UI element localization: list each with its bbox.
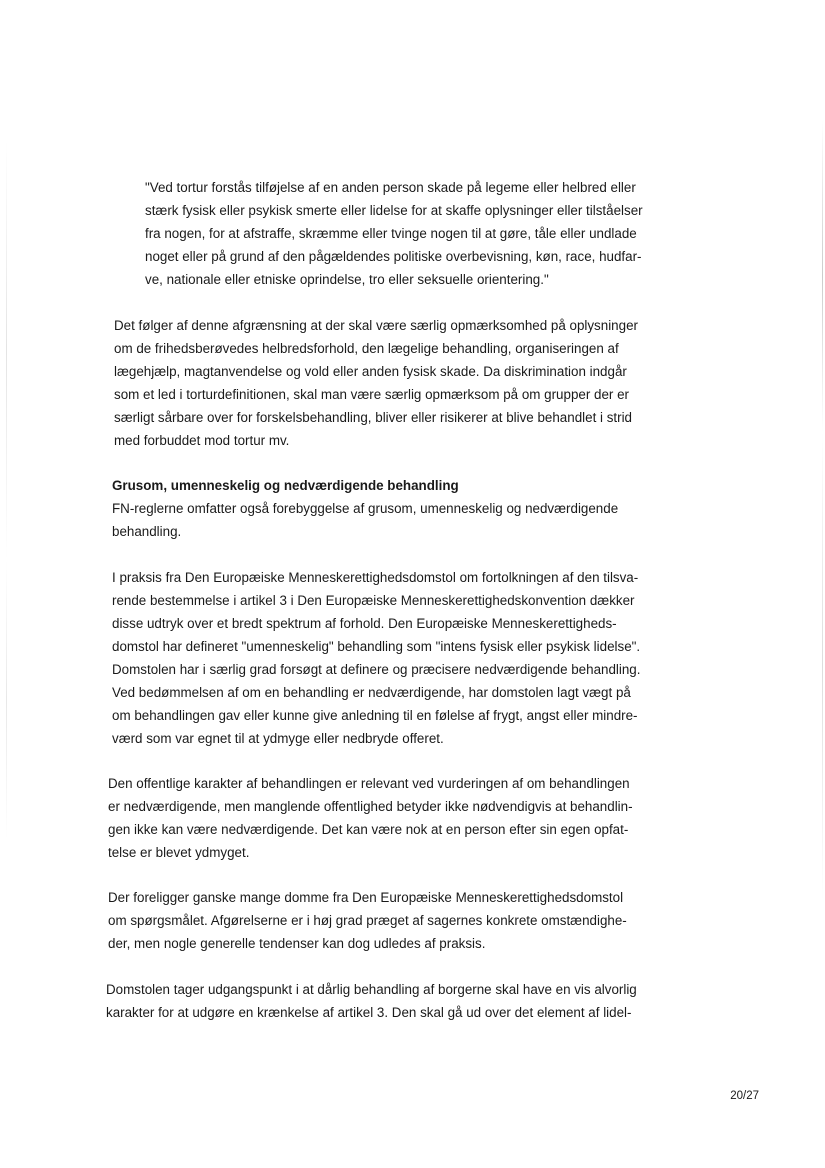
text-line: er nedværdigende, men manglende offentlighed betyder ikke nødvendigvis at behandlin- [108,799,633,814]
text-line: rende bestemmelse i artikel 3 i Den Europæiske Menneskerettighedskonvention dækker [112,593,635,608]
text-line: om de frihedsberøvedes helbredsforhold, den lægelige behandling, organiseringen af [114,341,619,356]
text-line: noget eller på grund af den pågældendes politiske overbevisning, køn, race, hudfar- [145,249,642,264]
text-line: der, men nogle generelle tendenser kan dog udledes af praksis. [108,936,486,951]
text-line: karakter for at udgøre en krænkelse af artikel 3. Den skal gå ud over det element af lidel- [106,1005,632,1020]
paragraph-4 [108,772,633,864]
text-line: om behandlingen gav eller kunne give anledning til en følelse af frygt, angst eller mindre- [112,708,638,723]
paragraph-2 [112,497,618,543]
quote-block [145,176,643,291]
text-line: Der foreligger ganske mange domme fra Den Europæiske Menneskerettighedsdomstol [108,890,624,905]
section-heading [112,474,459,497]
text-line: om spørgsmålet. Afgørelserne er i høj grad præget af sagernes konkrete omstændighe- [108,913,627,928]
text-line: Domstolen har i særlig grad forsøgt at definere og præcisere nedværdigende behandling. [112,662,641,677]
paragraph-6 [106,978,637,1024]
text-line: fra nogen, for at afstraffe, skræmme eller tvinge nogen til at gøre, tåle eller undlade [145,226,637,241]
section-heading-text: Grusom, umenneskelig og nedværdigende behandling [112,478,459,493]
paragraph-1 [114,314,638,452]
text-line: værd som var egnet til at ydmyge eller nedbryde offeret. [112,731,444,746]
text-line: domstol har defineret "umenneskelig" behandling som "intens fysisk eller psykisk lidelse". [112,639,641,654]
text-line: som et led i torturdefinitionen, skal man være særlig opmærksom på om grupper der er [114,387,630,402]
scan-edge-left [6,140,7,840]
paragraph-3 [112,566,640,750]
text-line: Domstolen tager udgangspunkt i at dårlig behandling af borgerne skal have en vis alvorlig [106,982,637,997]
text-line: "Ved tortur forstås tilføjelse af en anden person skade på legeme eller helbred eller [145,180,636,195]
text-line: behandling. [112,524,182,539]
text-line: I praksis fra Den Europæiske Menneskerettighedsdomstol om fortolkningen af den tilsva- [112,570,639,585]
scan-edge-right [822,120,823,900]
page-number: 20/27 [730,1090,759,1102]
text-line: Ved bedømmelsen af om en behandling er nedværdigende, har domstolen lagt vægt på [112,685,631,700]
text-line: disse udtryk over et bredt spektrum af forhold. Den Europæiske Menneskerettigheds- [112,616,617,631]
text-line: telse er blevet ydmyget. [108,845,250,860]
paragraph-5 [108,886,627,955]
text-line: stærk fysisk eller psykisk smerte eller lidelse for at skaffe oplysninger eller tilståelser [145,203,643,218]
text-line: Den offentlige karakter af behandlingen er relevant ved vurderingen af om behandlingen [108,776,630,791]
text-line: FN-reglerne omfatter også forebyggelse af grusom, umenneskelig og nedværdigende [112,501,619,516]
text-line: Det følger af denne afgrænsning at der skal være særlig opmærksomhed på oplysninger [114,318,638,333]
text-line: med forbuddet mod tortur mv. [114,433,290,448]
text-line: lægehjælp, magtanvendelse og vold eller anden fysisk skade. Da diskrimination indgår [114,364,627,379]
text-line: gen ikke kan være nedværdigende. Det kan være nok at en person efter sin egen opfat- [108,822,629,837]
text-line: særligt sårbare over for forskelsbehandling, bliver eller risikerer at blive behandlet i strid [114,410,633,425]
text-line: ve, nationale eller etniske oprindelse, tro eller seksuelle orientering." [145,272,549,287]
